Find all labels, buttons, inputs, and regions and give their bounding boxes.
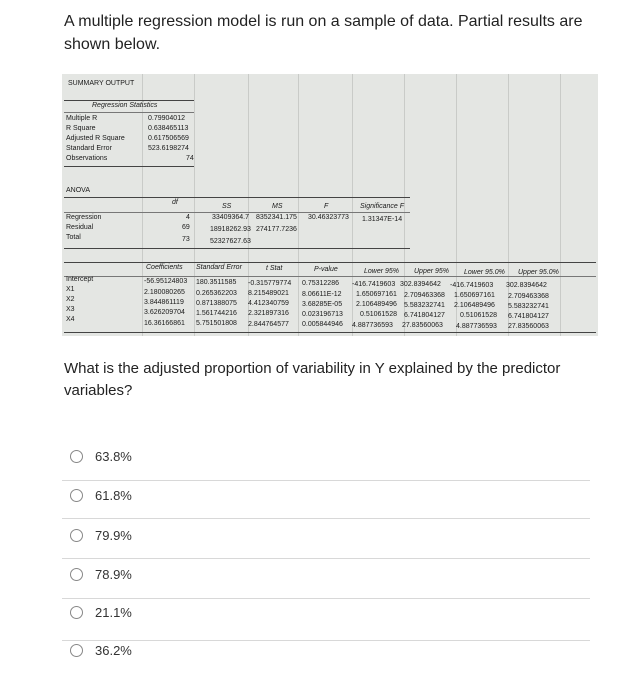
coef-value: 2.106489496 [356,301,397,308]
question-intro: A multiple regression model is run on a sample of data. Partial results are shown below. [64,13,583,53]
coef-header: t Stat [266,265,283,272]
stat-label: Standard Error [66,145,112,152]
stat-label: Adjusted R Square [66,135,125,142]
anova-df: 4 [186,214,190,221]
radio-circle-icon[interactable] [70,606,83,619]
coef-value: 0.005844946 [302,321,343,328]
stat-value: 0.617506569 [148,135,189,142]
stat-value: 0.638465113 [148,125,189,132]
radio-circle-icon[interactable] [70,644,83,657]
coef-row-label: Intercept [66,276,94,283]
anova-sig: 1.31347E-14 [362,216,403,223]
option-2[interactable] [62,475,590,515]
coef-row-label: X2 [66,296,75,303]
anova-header-ss: SS [222,203,232,210]
coef-row-label: X3 [66,306,75,313]
coef-value: 5.751501808 [196,320,237,327]
coef-value: -56.95124803 [144,278,188,285]
coef-row-label: X1 [66,286,75,293]
question-text: What is the adjusted proportion of variability in Y explained by the predictor variables? [64,360,561,399]
stat-value: 0.79904012 [148,115,185,122]
coef-header: P-value [314,266,338,273]
stat-value: 74 [186,155,194,162]
anova-df: 73 [182,236,190,243]
option-label: 78.9% [95,566,132,582]
coef-value: 3.844861119 [144,299,184,306]
coef-value: 2.844764577 [248,321,289,328]
radio-circle-icon[interactable] [70,529,83,542]
coef-value: 2.709463368 [508,293,549,300]
coef-header: Standard Error [196,264,242,271]
anova-header-f: F [324,203,329,210]
anova-header-df: df [172,199,178,206]
coef-value: 0.75312286 [302,280,339,287]
radio-circle-icon[interactable] [70,489,83,502]
anova-header-ms: MS [272,203,283,210]
coef-value: -416.7419603 [450,282,494,289]
coef-value: 0.023196713 [302,311,343,318]
anova-ss: 33409364.7 [212,214,249,221]
coef-value: 0.265362203 [196,290,237,297]
coef-value: 27.83560063 [402,322,443,329]
anova-ms: 8352341.175 [256,214,297,221]
stat-label: R Square [66,125,96,132]
option-label: 79.9% [95,527,132,543]
coef-value: 0.871388075 [196,300,237,307]
anova-ss: 18918262.93 [210,226,251,233]
coef-value: 8.06611E-12 [302,291,342,298]
coef-header: Lower 95% [364,268,400,275]
coef-value: 2.709463368 [404,292,445,299]
coef-header: Upper 95% [414,268,450,275]
coef-header: Coefficients [146,264,183,271]
coef-value: 4.887736593 [352,322,393,329]
anova-ms: 274177.7236 [256,226,297,233]
coef-value: 0.51061528 [460,312,497,319]
anova-f: 30.46323773 [308,214,349,221]
option-5[interactable] [62,592,590,632]
coef-value: -416.7419603 [352,281,396,288]
coef-row-label: X4 [66,316,75,323]
coef-value: 1.650697161 [454,292,495,299]
coef-value: 302.8394642 [400,281,441,288]
stat-value: 523.6198274 [148,145,189,152]
coef-value: 4.887736593 [456,323,497,330]
stat-label: Multiple R [66,115,98,122]
coef-value: 8.215489021 [248,290,289,297]
coef-value: 2.180080265 [144,289,185,296]
option-label: 36.2% [95,642,132,658]
option-3[interactable] [62,515,590,555]
anova-title: ANOVA [66,187,90,194]
coef-value: 5.583232741 [508,303,549,310]
option-label: 21.1% [95,604,132,620]
coef-value: 16.36166861 [144,320,185,327]
anova-header-sig: Significance F [360,203,404,210]
coef-value: 5.583232741 [404,302,445,309]
coef-value: 27.83560063 [508,323,549,330]
coef-value: 4.412340759 [248,300,289,307]
coef-header: Lower 95.0% [464,269,505,276]
coef-value: 302.8394642 [506,282,547,289]
radio-circle-icon[interactable] [70,450,83,463]
regression-statistics-title: Regression Statistics [92,102,158,109]
option-6[interactable] [62,630,590,670]
coef-value: 6.741804127 [404,312,445,319]
coef-value: 0.51061528 [360,311,397,318]
coef-value: 3.68285E-05 [302,301,343,308]
option-1[interactable] [62,436,590,476]
option-4[interactable] [62,554,590,594]
coef-value: 180.3511585 [196,279,237,286]
coef-value: 1.561744216 [196,310,237,317]
coef-value: 1.650697161 [356,291,397,298]
regression-output-image [62,74,598,336]
summary-title: SUMMARY OUTPUT [68,80,135,87]
anova-row-label: Total [66,234,81,241]
stat-label: Observations [66,155,108,162]
coef-value: 3.626209704 [144,309,185,316]
coef-value: 2.321897316 [248,310,289,317]
option-label: 63.8% [95,448,132,464]
anova-row-label: Residual [66,224,94,231]
anova-df: 69 [182,224,190,231]
anova-row-label: Regression [66,214,102,221]
anova-ss: 52327627.63 [210,238,251,245]
coef-value: 6.741804127 [508,313,549,320]
coef-value: 2.106489496 [454,302,495,309]
coef-value: -0.315779774 [248,280,292,287]
radio-circle-icon[interactable] [70,568,83,581]
coef-header: Upper 95.0% [518,269,559,276]
option-label: 61.8% [95,487,132,503]
